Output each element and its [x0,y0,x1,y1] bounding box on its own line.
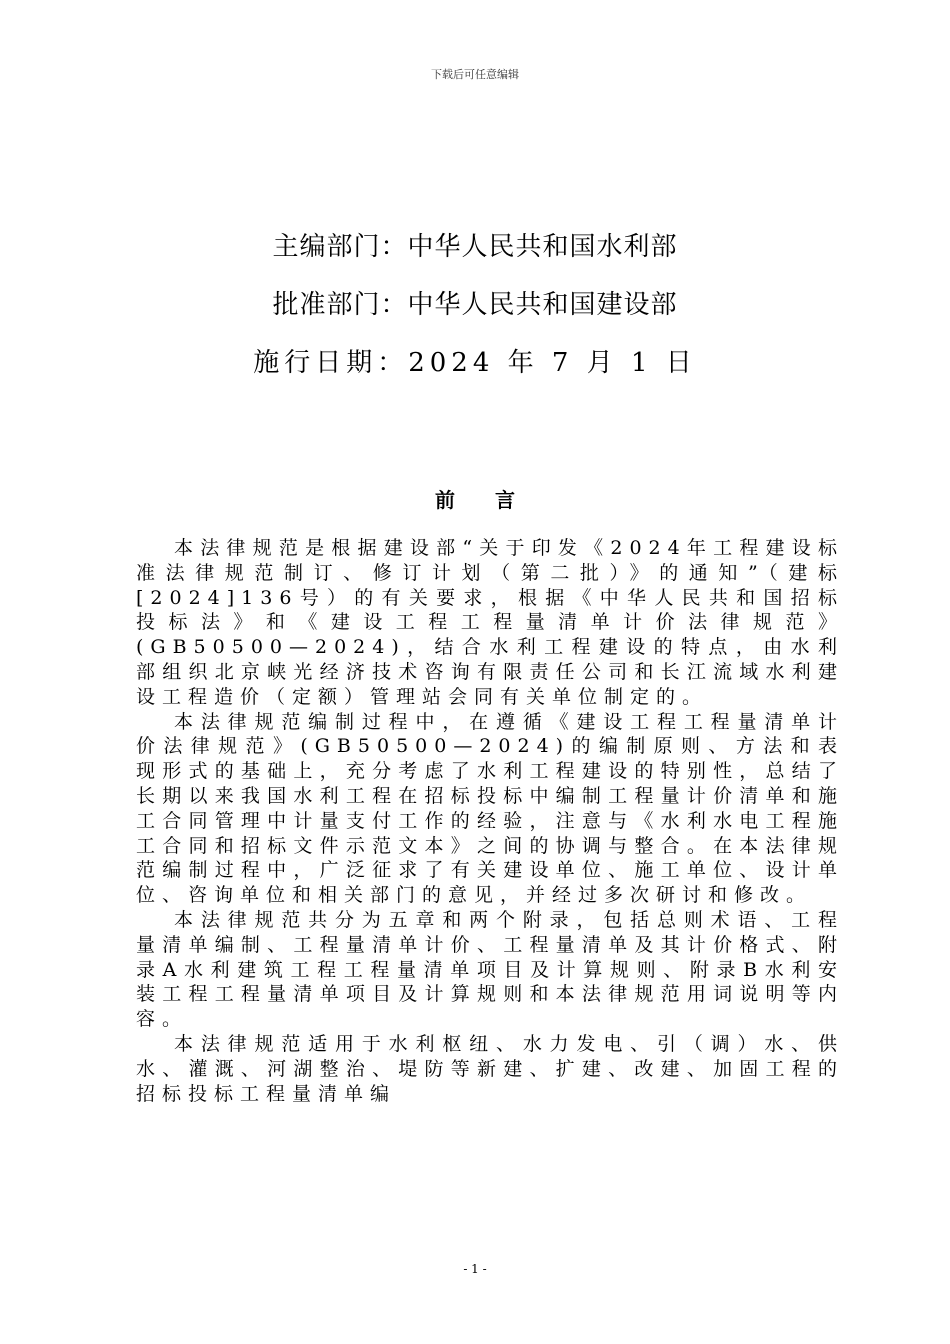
editor-department: 主编部门：中华人民共和国水利部 [272,232,678,262]
approval-department: 批准部门：中华人民共和国建设部 [272,290,678,320]
preface-paragraph: 本法律规范编制过程中，在遵循《建设工程工程量清单计价法律规范》(GB50500—2024)的编制原则、方法和表现形式的基础上，充分考虑了水利工程建设的特别性，总结了长期以来我国水利工程在招标投标中编制工程量计价清单和施工合同管理中计量支付工作的经验，注意与《水利水电工程施工合同和招标文件示范文本》之间的协调与整合。在本法律规范编制过程中，广泛征求了有关建设单位、施工单位、设计单位、咨询单位和相关部门的意见，并经过多次研讨和修改。 [136,710,844,907]
document-meta [0,218,950,392]
preface-body [136,536,844,1106]
page-number: - 1 - [463,1262,487,1276]
preface-title: 前言 [435,488,555,512]
preface-paragraph: 本法律规范适用于水利枢纽、水力发电、引（调）水、供水、灌溉、河湖整治、堤防等新建、扩建、改建、加固工程的招标投标工程量清单编 [136,1032,844,1105]
effective-date: 施行日期：2024 年 7 月 1 日 [253,348,697,378]
preface-paragraph: 本法律规范共分为五章和两个附录，包括总则术语、工程量清单编制、工程量清单计价、工程量清单及其计价格式、附录A水利建筑工程工程量清单项目及计算规则、附录B水利安装工程工程量清单项目及计算规则和本法律规范用词说明等内容。 [136,908,844,1031]
preface-paragraph: 本法律规范是根据建设部“关于印发《2024年工程建设标准法律规范制订、修订计划（第二批）》的通知”（建标[2024]136号）的有关要求，根据《中华人民共和国招标投标法》和《建设工程工程量清单计价法律规范》(GB50500—2024)，结合水利工程建设的特点，由水利部组织北京峡光经济技术咨询有限责任公司和长江流域水利建设工程造价（定额）管理站会同有关单位制定的。 [136,537,844,708]
download-note: 下载后可任意编辑 [431,68,519,81]
